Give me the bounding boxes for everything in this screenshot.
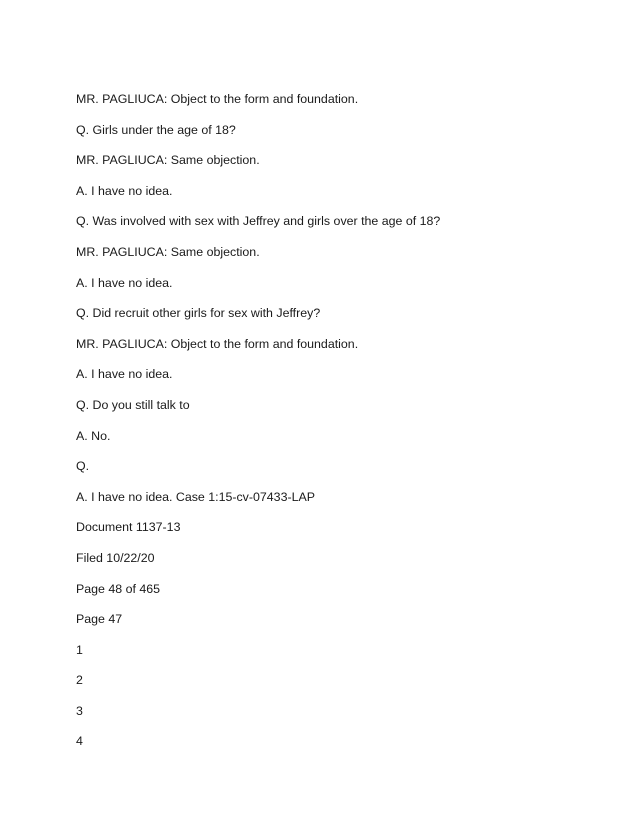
line-number: 3	[76, 703, 83, 718]
transcript-line: A. I have no idea. Case 1:15-cv-07433-LAP	[76, 489, 316, 504]
transcript-line: Q. Girls under the age of 18?	[76, 122, 236, 137]
transcript-line: MR. PAGLIUCA: Same objection.	[76, 244, 260, 259]
document-number: Document 1137-13	[76, 520, 181, 535]
line-number: 2	[76, 673, 83, 688]
transcript-lines	[76, 90, 440, 763]
transcript-line: MR. PAGLIUCA: Same objection.	[76, 153, 260, 168]
transcript-line: A. I have no idea.	[76, 183, 173, 198]
transcript-line: Q. Did recruit other girls for sex with Jeffrey?	[76, 306, 321, 321]
transcript-line: MR. PAGLIUCA: Object to the form and foundation.	[76, 92, 359, 106]
line-number: 1	[76, 642, 83, 657]
transcript-line: Q. Do you still talk to	[76, 397, 190, 412]
page-of-total: Page 48 of 465	[76, 581, 161, 596]
line-number: 4	[76, 734, 83, 749]
transcript-line: MR. PAGLIUCA: Object to the form and foundation.	[76, 336, 359, 351]
filed-date: Filed 10/22/20	[76, 550, 155, 565]
transcript-line: A. I have no idea.	[76, 275, 173, 290]
transcript-line: A. I have no idea.	[76, 367, 173, 382]
page-number: Page 47	[76, 612, 123, 627]
transcript-line: A. No.	[76, 428, 111, 443]
transcript-line: Q. Was involved with sex with Jeffrey and girls over the age of 18?	[76, 214, 441, 229]
transcript-line: Q.	[76, 459, 90, 474]
